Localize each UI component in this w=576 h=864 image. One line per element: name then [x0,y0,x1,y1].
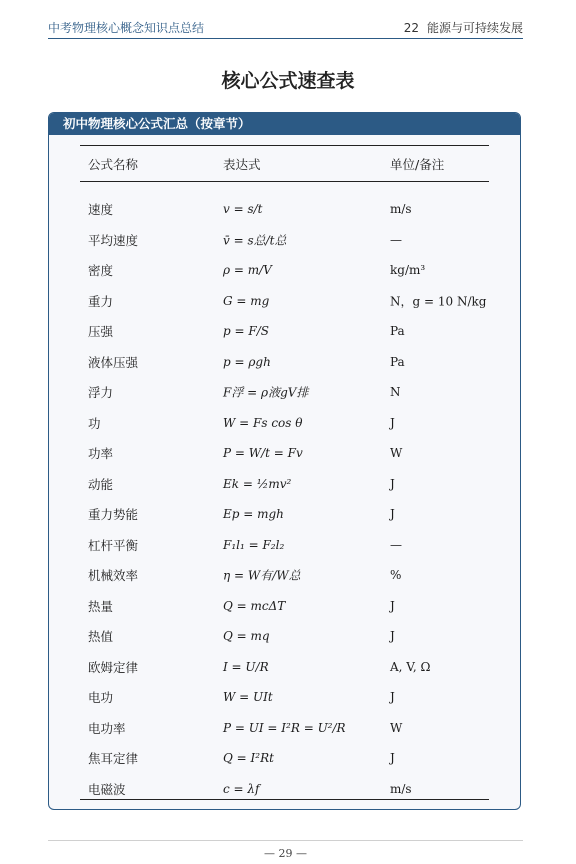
formula-name: 热值 [88,629,114,645]
table-row [80,560,489,591]
formula-name: 重力势能 [88,507,139,523]
formula-expression: G = mg [223,293,270,308]
formula-expression: Q = mcΔT [223,598,286,613]
box-title: 初中物理核心公式汇总（按章节） [49,113,520,135]
column-header-name: 公式名称 [88,156,139,172]
table-row [80,255,489,286]
formula-name: 电功率 [88,720,126,736]
page-number: — 29 — [48,840,523,860]
formula-name: 电功 [88,690,114,706]
table-row [80,591,489,622]
table-row [80,347,489,378]
formula-unit: Pa [390,354,405,369]
formula-unit: W [390,446,403,461]
formula-expression: P = W/t = Fv [223,446,303,461]
table-body [80,194,489,804]
formula-expression: Q = I²Rt [223,751,274,766]
formula-name: 重力 [88,293,114,309]
formula-expression: v = s/t [223,202,263,217]
formula-unit: J [390,629,395,644]
formula-unit: J [390,476,395,491]
formula-unit: N，g = 10 N/kg [390,294,487,309]
table-row [80,377,489,408]
formula-name: 速度 [88,202,114,218]
table-row [80,530,489,561]
formula-expression: W = Fs cos θ [223,415,303,430]
formula-unit: kg/m³ [390,263,426,278]
formula-box [48,112,521,810]
table-row [80,408,489,439]
table-row [80,469,489,500]
formula-expression: ρ = m/V [223,263,272,278]
table-row [80,713,489,744]
formula-name: 平均速度 [88,232,139,248]
table-row [80,499,489,530]
formula-unit: % [390,568,402,583]
table-row [80,225,489,256]
table-row [80,438,489,469]
formula-name: 热量 [88,598,114,614]
formula-name: 浮力 [88,385,114,401]
table-row [80,286,489,317]
formula-unit: J [390,690,395,705]
table-row [80,743,489,774]
formula-unit: W [390,720,403,735]
formula-unit: J [390,751,395,766]
formula-name: 液体压强 [88,354,139,370]
table-header-row [80,146,489,181]
formula-name: 电磁波 [88,781,126,797]
formula-unit: Pa [390,324,405,339]
formula-expression: P = UI = I²R = U²/R [223,720,346,735]
formula-expression: F浮 = ρ液gV排 [223,385,309,400]
formula-unit: — [390,232,402,247]
formula-expression: Ep = mgh [223,507,284,522]
book-title: 中考物理核心概念知识点总结 [48,21,205,35]
formula-name: 密度 [88,263,114,279]
column-header-unit: 单位/备注 [390,156,445,172]
running-header [48,14,523,39]
formula-name: 功 [88,415,101,431]
formula-name: 杠杆平衡 [88,537,139,553]
formula-name: 焦耳定律 [88,751,139,767]
formula-name: 压强 [88,324,114,340]
table-row [80,682,489,713]
formula-name: 欧姆定律 [88,659,139,675]
formula-expression: W = UIt [223,690,273,705]
formula-unit: m/s [390,202,412,217]
chapter-label [404,19,523,36]
formula-expression: p = ρgh [223,354,271,369]
formula-unit: J [390,598,395,613]
column-header-expression: 表达式 [223,156,261,172]
formula-table [80,145,489,804]
formula-expression: c = λf [223,781,260,796]
table-row [80,194,489,225]
formula-expression: Q = mq [223,629,270,644]
formula-expression: η = W有/W总 [223,568,301,583]
page-title: 核心公式速查表 [221,70,355,92]
formula-unit: J [390,507,395,522]
formula-unit: N [390,385,401,400]
chapter-title: 能源与可持续发展 [426,21,523,35]
formula-expression: F₁l₁ = F₂l₂ [223,537,285,552]
table-bottom-rule [80,799,489,800]
formula-unit: — [390,537,402,552]
formula-expression: v̄ = s总/t总 [223,233,287,248]
table-row [80,652,489,683]
formula-unit: J [390,415,395,430]
formula-name: 功率 [88,446,114,462]
table-row [80,621,489,652]
chapter-number: 22 [403,21,419,35]
formula-expression: Ek = ½mv² [223,476,292,491]
formula-name: 机械效率 [88,568,139,584]
formula-expression: I = U/R [223,659,269,674]
formula-unit: m/s [390,781,412,796]
formula-expression: p = F/S [223,324,269,339]
table-row [80,316,489,347]
formula-name: 动能 [88,476,114,492]
formula-unit: A, V, Ω [390,659,431,674]
